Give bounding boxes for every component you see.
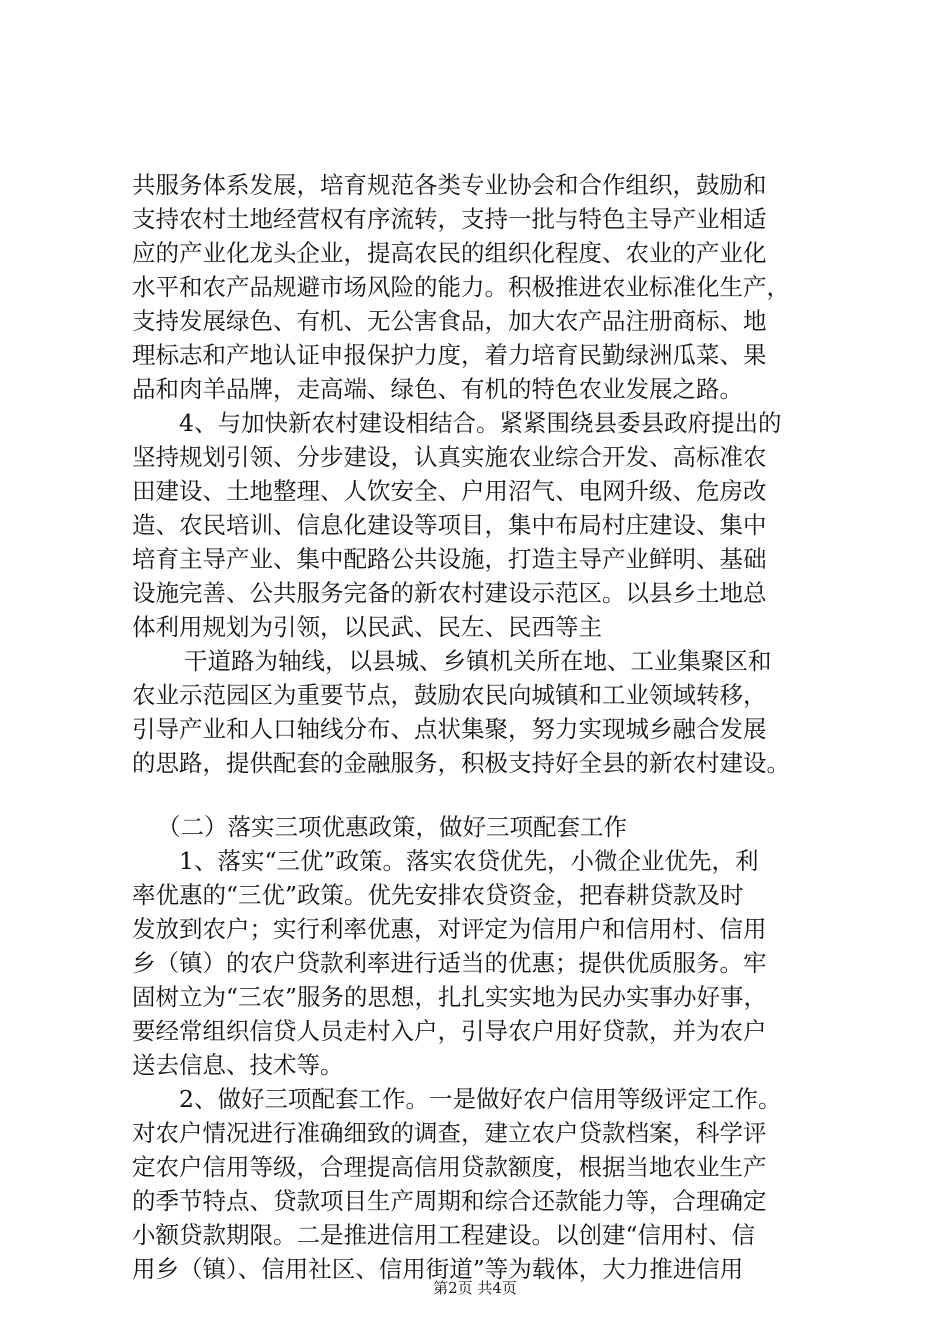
- text-line: 用乡（镇）、信用社区、信用街道”等为载体，大力推进信用: [132, 1255, 744, 1283]
- text-line: 理标志和产地认证申报保护力度，着力培育民勤绿洲瓜菜、果: [132, 341, 767, 369]
- text-line: 品和肉羊品牌，走高端、绿色、有机的特色农业发展之路。: [132, 375, 743, 403]
- paragraph-first-line: 1、落实“三优”政策。落实农贷优先，小微企业优先，利: [179, 847, 759, 875]
- text-line: 定农户信用等级，合理提高信用贷款额度，根据当地农业生产: [132, 1153, 767, 1181]
- text-line: 支持发展绿色、有机、无公害食品，加大农产品注册商标、地: [132, 307, 767, 335]
- text-line: 应的产业化龙头企业，提高农民的组织化程度、农业的产业化: [132, 239, 767, 267]
- text-line: 乡（镇）的农户贷款利率进行适当的优惠；提供优质服务。牢: [132, 949, 767, 977]
- paragraph-first-line: 2、做好三项配套工作。一是做好农户信用等级评定工作。: [179, 1085, 782, 1113]
- text-line: 水平和农产品规避市场风险的能力。积极推进农业标准化生产，: [132, 273, 790, 301]
- text-line: 要经常组织信贷人员走村入户，引导农户用好贷款，并为农户: [132, 1017, 767, 1045]
- text-line: 培育主导产业、集中配路公共设施，打造主导产业鲜明、基础: [132, 545, 767, 573]
- text-line: 发放到农户；实行利率优惠，对评定为信用户和信用村、信用: [132, 915, 767, 943]
- text-line: 送去信息、技术等。: [132, 1051, 344, 1079]
- text-line: 的季节特点、贷款项目生产周期和综合还款能力等，合理确定: [132, 1187, 767, 1215]
- text-line: 的思路，提供配套的金融服务，积极支持好全县的新农村建设。: [132, 749, 790, 777]
- text-line: 率优惠的“三优”政策。优先安排农贷资金，把春耕贷款及时: [132, 881, 744, 909]
- text-line: 共服务体系发展，培育规范各类专业协会和合作组织，鼓励和: [132, 171, 767, 199]
- text-line: 坚持规划引领、分步建设，认真实施农业综合开发、高标准农: [132, 443, 767, 471]
- text-line: 设施完善、公共服务完备的新农村建设示范区。以县乡土地总: [132, 579, 767, 607]
- text-line: 造、农民培训、信息化建设等项目，集中布局村庄建设、集中: [132, 511, 767, 539]
- text-line: 体利用规划为引领，以民武、民左、民西等主: [132, 613, 602, 641]
- text-line: 支持农村土地经营权有序流转，支持一批与特色主导产业相适: [132, 205, 767, 233]
- text-line: 小额贷款期限。二是推进信用工程建设。以创建“信用村、信: [132, 1221, 756, 1249]
- text-line: 田建设、土地整理、人饮安全、户用沼气、电网升级、危房改: [132, 477, 767, 505]
- text-line: 固树立为“三农”服务的思想，扎扎实实地为民办实事办好事，: [132, 983, 768, 1011]
- section-heading: （二）落实三项优惠政策，做好三项配套工作: [157, 813, 627, 841]
- text-line: 引导产业和人口轴线分布、点状集聚，努力实现城乡融合发展: [132, 715, 767, 743]
- paragraph-first-line: 干道路为轴线，以县城、乡镇机关所在地、工业集聚区和: [184, 647, 772, 675]
- page-footer: 第2页 共4页: [433, 1279, 517, 1297]
- text-line: 对农户情况进行准确细致的调查，建立农户贷款档案，科学评: [132, 1119, 767, 1147]
- text-line: 农业示范园区为重要节点，鼓励农民向城镇和工业领域转移，: [132, 681, 767, 709]
- paragraph-first-line: 4、与加快新农村建设相结合。紧紧围绕县委县政府提出的: [179, 409, 782, 437]
